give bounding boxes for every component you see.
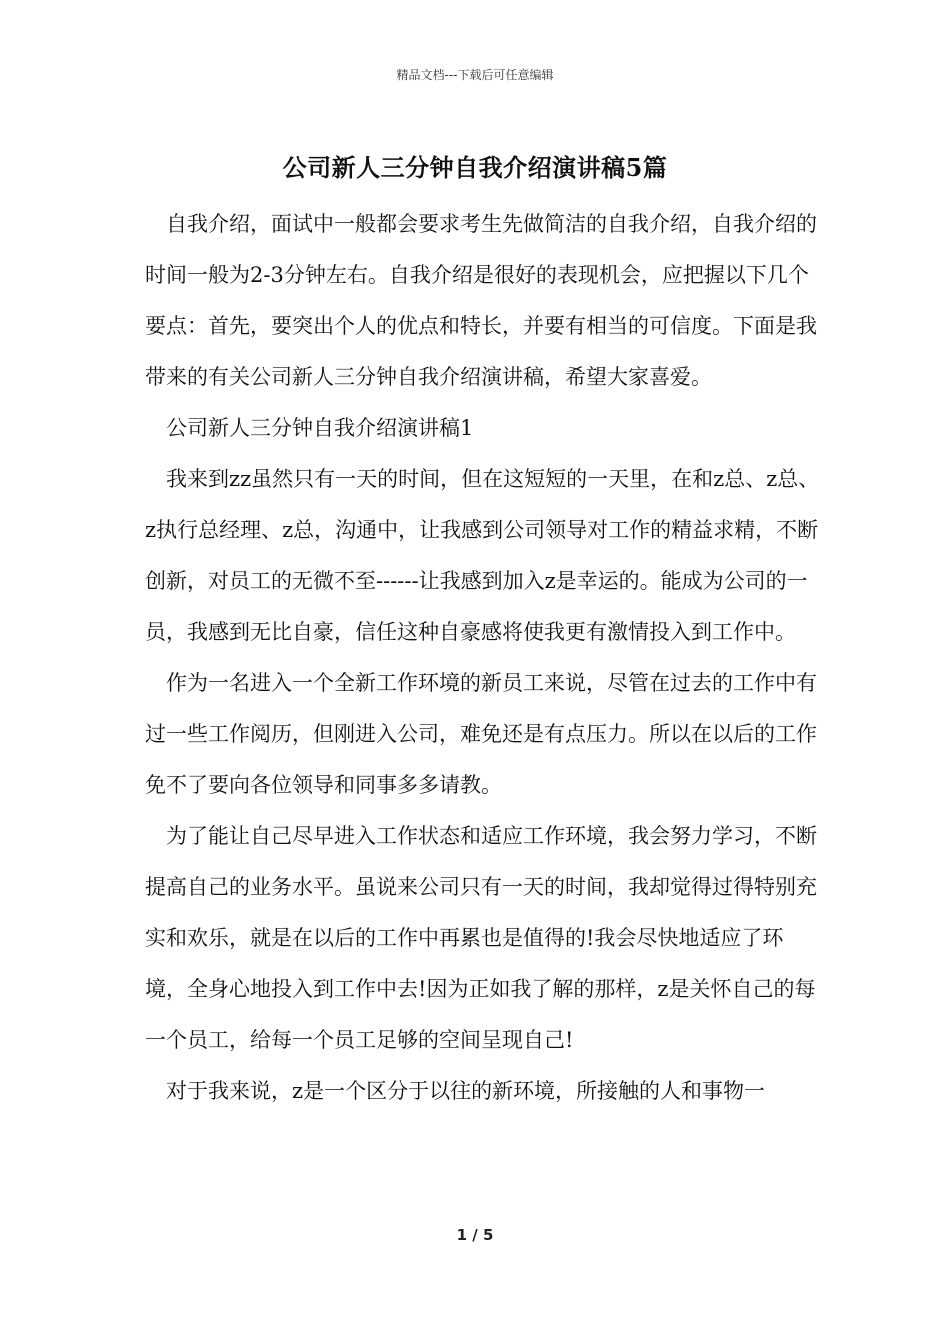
- body-paragraph: 我来到zz虽然只有一天的时间，但在这短短的一天里，在和z总、z总、z执行总经理、z总，沟通中，让我感到公司领导对工作的精益求精，不断创新，对员工的无微不至------让我感到加入z是幸运的。能成为公司的一员，我感到无比自豪，信任这种自豪感将使我更有激情投入到工作中。: [145, 467, 820, 644]
- body-paragraph: 对于我来说，z是一个区分于以往的新环境，所接触的人和事物一: [166, 1079, 766, 1103]
- body-paragraph: 作为一名进入一个全新工作环境的新员工来说，尽管在过去的工作中有过一些工作阅历，但刚进入公司，难免还是有点压力。所以在以后的工作免不了要向各位领导和同事多多请教。: [145, 671, 817, 797]
- section-heading: 公司新人三分钟自我介绍演讲稿1: [166, 416, 474, 440]
- intro-paragraph: 自我介绍，面试中一般都会要求考生先做简洁的自我介绍，自我介绍的时间一般为2-3分钟左右。自我介绍是很好的表现机会，应把握以下几个要点：首先，要突出个人的优点和特长，并要有相当的可信度。下面是我带来的有关公司新人三分钟自我介绍演讲稿，希望大家喜爱。: [145, 212, 817, 389]
- page-header: 精品文档---下载后可任意编辑: [396, 68, 554, 82]
- document-title: 公司新人三分钟自我介绍演讲稿5篇: [282, 153, 668, 182]
- page-number: 1 / 5: [456, 1226, 494, 1244]
- document-body: [145, 199, 825, 1117]
- body-paragraph: 为了能让自己尽早进入工作状态和适应工作环境，我会努力学习，不断提高自己的业务水平。虽说来公司只有一天的时间，我却觉得过得特别充实和欢乐，就是在以后的工作中再累也是值得的!我会尽快地适应了环境，全身心地投入到工作中去!因为正如我了解的那样，z是关怀自己的每一个员工，给每一个员工足够的空间呈现自己!: [145, 824, 817, 1052]
